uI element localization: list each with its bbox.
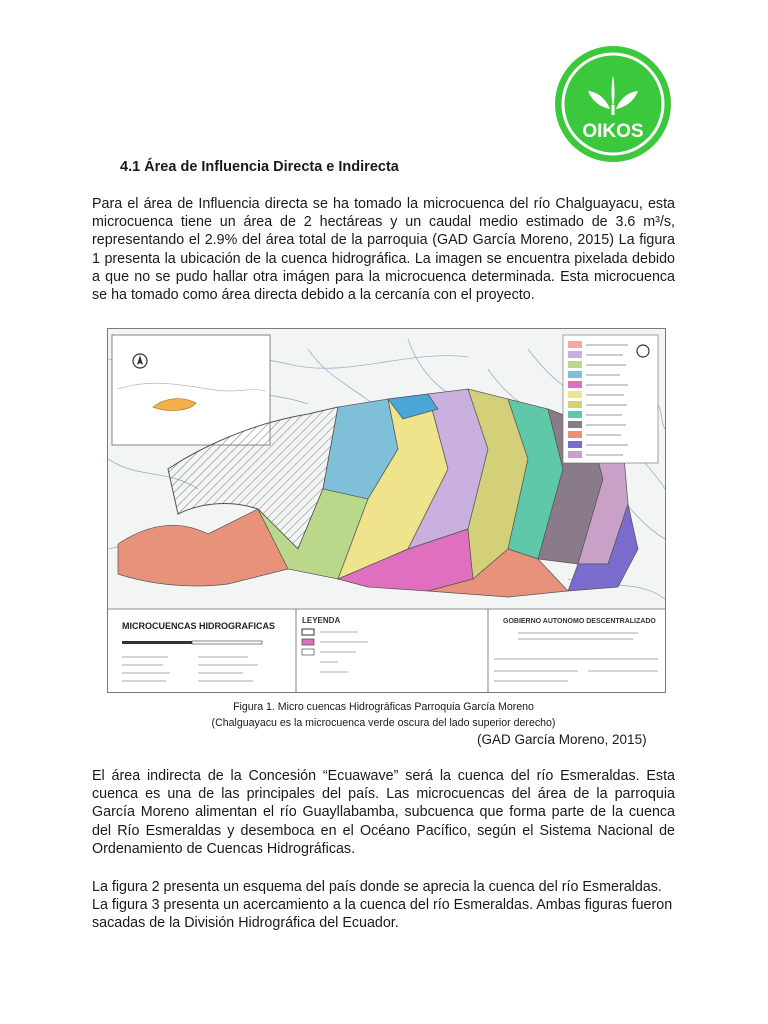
- north-arrow-icon-2: [637, 345, 649, 357]
- inset-location-map: [112, 335, 270, 445]
- watershed-map: [108, 329, 665, 692]
- color-legend: [563, 335, 658, 463]
- paragraph-indirect-area: El área indirecta de la Concesión “Ecuawave” será la cuenca del río Esmeraldas. Esta cuenca es una de las principales del país. Las microcuencas del área de la parroquia García Moreno alimentan el río Guayllabamba, subcuenca que forma parte de la cuenca del Río Esmeraldas y desemboca en el Océano Pacífico, según el Sistema Nacional de Ordenamiento de Cuencas Hidrográficas.: [92, 768, 675, 857]
- figure-caption-note: (Chalguayacu es la microcuenca verde oscura del lado superior derecho): [211, 717, 556, 729]
- map-bottom-panels: [108, 609, 665, 692]
- figures-line-1: La figura 2 presenta un esquema del país donde se aprecia la cuenca del río Esmeraldas.: [92, 879, 662, 895]
- paragraph-figures: [92, 878, 675, 933]
- figures-line-2: La figura 3 presenta un acercamiento a la cuenca del río Esmeraldas. Ambas figuras fueron sacadas de la División Hidrográfica del Ecuador.: [92, 897, 673, 932]
- oikos-logo: [554, 45, 672, 163]
- figure-caption: Figura 1. Micro cuencas Hidrográficas Parroquia García Moreno: [233, 701, 534, 713]
- section-heading: 4.1 Área de Influencia Directa e Indirecta: [120, 159, 399, 175]
- watershed-map-figure: [107, 328, 666, 693]
- paragraph-direct-area: Para el área de Influencia directa se ha tomado la microcuenca del río Chalguayacu, esta microcuenca tiene un área de 2 hectáreas y un caudal medio estimado de 3.6 m³/s, representando el 2.9% del área total de la parroquia (GAD García Moreno, 2015) La figura 1 presenta la ubicación de la cuenca hidrográfica. La imagen se encuentra pixelada debido a que no se pudo hallar otra imágen para la microcuenca determinada. Esta microcuenca se ha tomado como área directa debido a la cercanía con el proyecto.: [92, 196, 675, 304]
- legend-title: LEYENDA: [302, 616, 341, 625]
- logo-text: OIKOS: [582, 121, 644, 142]
- map-title: MICROCUENCAS HIDROGRAFICAS: [122, 621, 275, 631]
- figure-citation: (GAD García Moreno, 2015): [477, 732, 647, 747]
- gov-title: GOBIERNO AUTONOMO DESCENTRALIZADO: [503, 618, 656, 625]
